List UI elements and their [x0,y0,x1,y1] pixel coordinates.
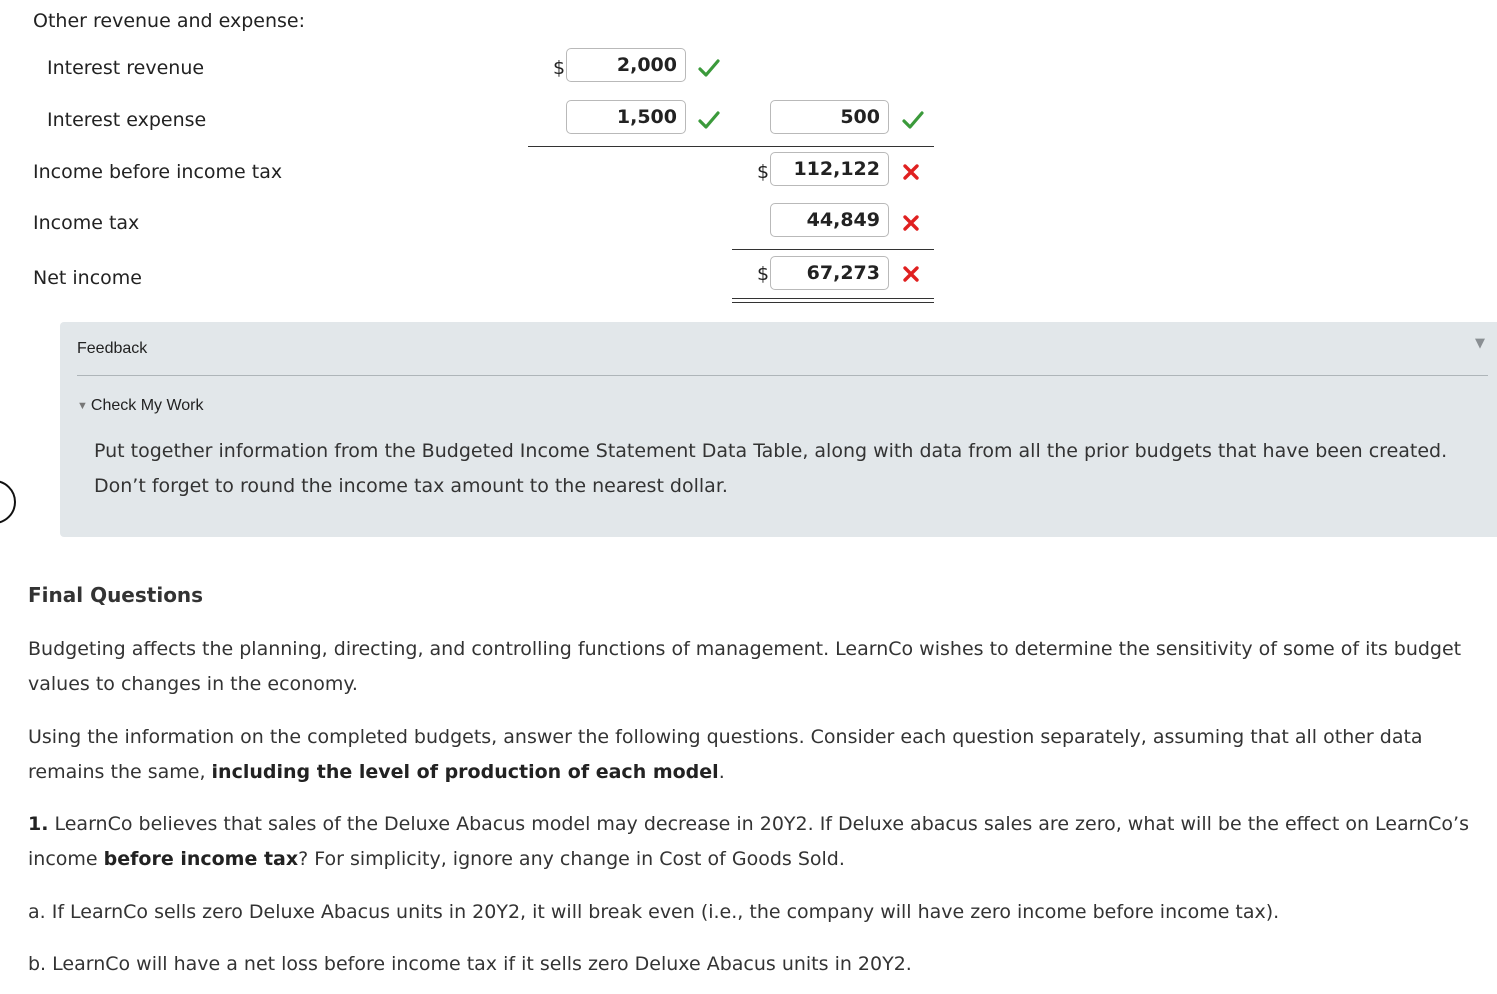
option-b[interactable]: b. LearnCo will have a net loss before income tax if it sells zero Deluxe Abacus units in 20Y2. [28,953,912,975]
double-rule-bottom [732,302,934,303]
question-number: 1. [28,813,49,835]
option-a[interactable]: a. If LearnCo sells zero Deluxe Abacus units in 20Y2, it will break even (i.e., the company will have zero income before income tax). [28,901,1280,923]
question-1-text: LearnCo believes that sales of the Deluxe Abacus model may decrease in 20Y2. If Deluxe abacus sales are zero, what will be the effect on LearnCo’s income [28,813,1469,870]
instructions-text: Using the information on the completed budgets, answer the following questions. Consider each question separately, assuming that all other data remains the same, [28,726,1423,783]
feedback-divider [77,375,1488,376]
intro-paragraph: Budgeting affects the planning, directing, and controlling functions of management. LearnCo wishes to determine the sensitivity of some of its budget values to changes in the economy. [28,638,1462,695]
question-1-end: ? For simplicity, ignore any change in Cost of Goods Sold. [298,848,845,870]
income-before-tax-label: Income before income tax [33,161,283,183]
double-rule-top [732,298,934,299]
collapse-triangle-icon[interactable]: ▼ [1475,336,1485,351]
check-my-work-label: Check My Work [90,397,204,414]
total-rule [732,249,934,250]
subtotal-rule [528,146,934,147]
question-1-bold: before income tax [103,848,299,870]
check-icon [901,108,925,132]
x-icon [899,160,923,184]
question-1 [28,807,1488,877]
income-tax-input[interactable]: 44,849 [770,203,889,237]
edge-circle [0,480,16,524]
x-icon [899,262,923,286]
income-before-tax-input[interactable]: 112,122 [770,152,889,186]
section-header: Other revenue and expense: [33,10,305,32]
interest-revenue-label: Interest revenue [47,57,205,79]
check-icon [697,108,721,132]
disclosure-triangle-icon: ▼ [77,400,88,412]
check-icon [697,56,721,80]
feedback-panel [60,322,1497,537]
net-income-input[interactable]: 67,273 [770,256,889,290]
interest-expense-label: Interest expense [47,109,207,131]
feedback-text: Put together information from the Budgeted Income Statement Data Table, along with data from all the prior budgets that have been created. Don’t forget to round the income tax amount to the nearest dollar. [94,440,1448,497]
currency-symbol: $ [553,57,566,79]
income-tax-label: Income tax [33,212,140,234]
currency-symbol: $ [757,161,770,183]
net-other-revenue-input[interactable]: 500 [770,100,889,134]
net-income-label: Net income [33,267,142,289]
instructions-end: . [718,761,725,783]
interest-expense-input[interactable]: 1,500 [566,100,686,134]
check-my-work-toggle[interactable] [77,397,204,415]
feedback-title: Feedback [77,340,148,357]
currency-symbol: $ [757,263,770,285]
x-icon [899,211,923,235]
instructions-paragraph [28,720,1488,790]
interest-revenue-input[interactable]: 2,000 [566,48,686,82]
final-questions-heading: Final Questions [28,583,204,607]
instructions-bold: including the level of production of each model [211,761,719,783]
